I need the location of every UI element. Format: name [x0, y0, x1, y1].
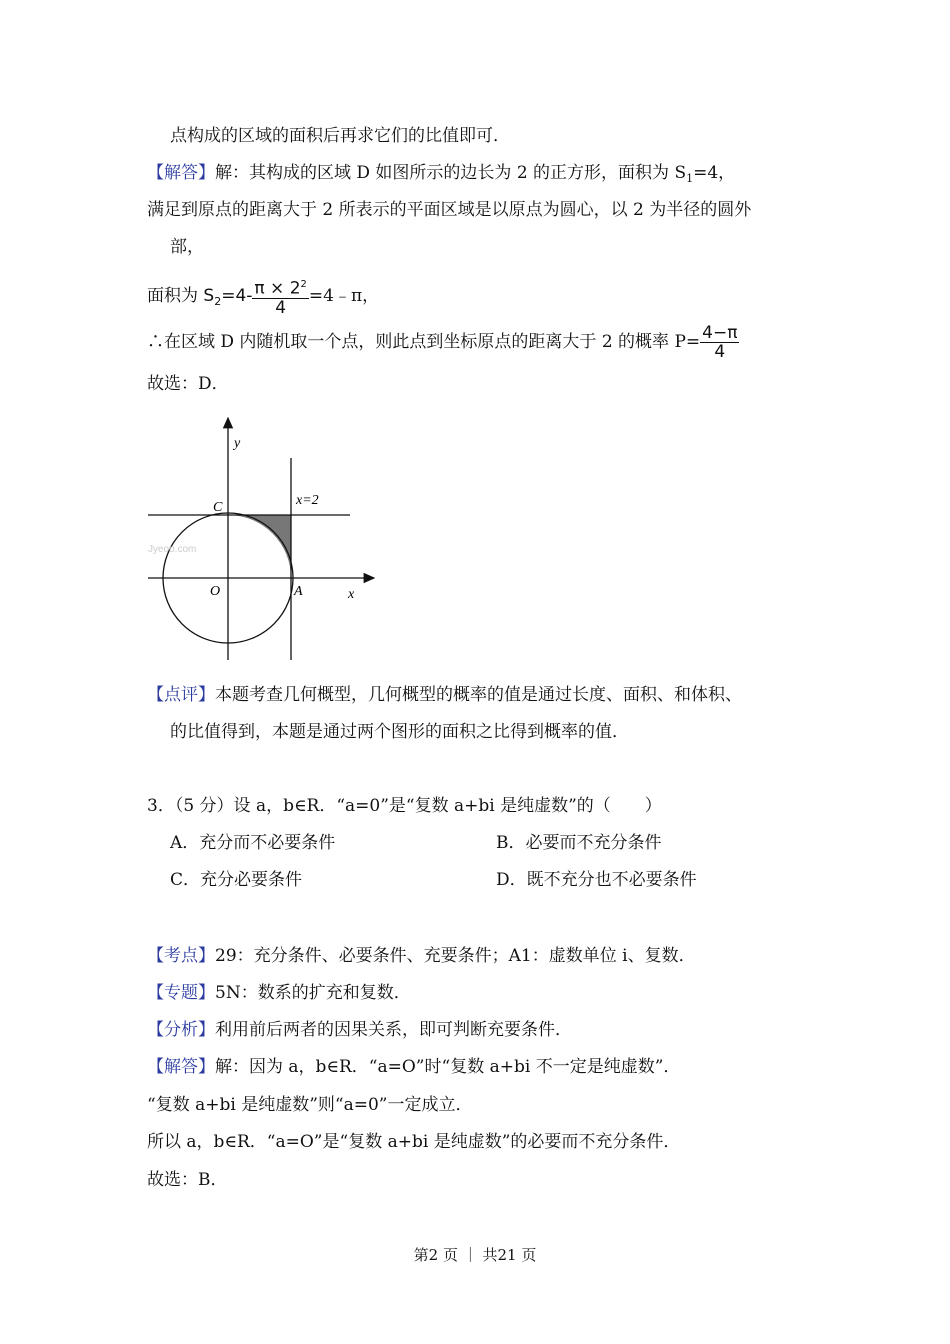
therefore-line [147, 324, 739, 361]
text: =4﹣π， [308, 285, 380, 306]
fenxi-tag: 【分析】 [147, 1020, 215, 1040]
text-line: 满足到原点的距离大于 2 所表示的平面区域是以原点为圆心，以 2 为半径的圆外 [147, 200, 752, 220]
text-line: 的比值得到，本题是通过两个图形的面积之比得到概率的值． [170, 722, 629, 742]
text: 29：充分条件、必要条件、充要条件；A1：虚数单位 i、复数． [215, 946, 696, 966]
text-line: 部， [170, 237, 204, 257]
choose-line: 故选：D． [147, 374, 229, 394]
zhuanti-tag: 【专题】 [147, 983, 215, 1003]
text-line: “复数 a+bi 是纯虚数”则“a=0”一定成立． [147, 1095, 473, 1115]
question-stem: 3．（5 分）设 a，b∈R．“a=0”是“复数 a+bi 是纯虚数”的（ ） [147, 796, 662, 816]
area-formula [147, 276, 379, 317]
zhuanti-line [147, 981, 411, 1005]
text: ∴在区域 D 内随机取一个点，则此点到坐标原点的距离大于 2 的概率 P= [147, 332, 701, 352]
choose-line: 故选：B． [147, 1170, 228, 1190]
label-x2: x=2 [296, 493, 319, 508]
fraction: $\frac{4-\pi}{4}$ [702, 323, 738, 362]
option-d: D．既不充分也不必要条件 [496, 870, 697, 890]
fraction: $\frac{\pi \times 2^2}{4}$ [252, 276, 308, 317]
geometry-figure [140, 412, 380, 662]
text: 解：其构成的区域 D 如图所示的边长为 2 的正方形，面积为 S [215, 163, 687, 183]
fenxi-line [147, 1018, 572, 1042]
text-line: 所以 a，b∈R．“a=O”是“复数 a+bi 是纯虚数”的必要而不充分条件． [147, 1132, 681, 1152]
text: 5N：数系的扩充和复数． [215, 983, 411, 1003]
text: 面积为 [147, 285, 198, 306]
review-line [147, 683, 742, 707]
jieda-tag: 【解答】 [147, 1057, 215, 1077]
text-line: 点构成的区域的面积后再求它们的比值即可． [170, 126, 510, 146]
label-x: x [348, 587, 355, 602]
shaded-region [228, 515, 291, 578]
label-O: O [210, 584, 221, 599]
solution-tag: 【解答】 [147, 163, 215, 183]
option-b: B．必要而不充分条件 [496, 833, 662, 853]
text: 本题考查几何概型，几何概型的概率的值是通过长度、面积、和体积、 [215, 685, 742, 705]
label-A: A [294, 584, 303, 599]
kaodian-tag: 【考点】 [147, 946, 215, 966]
page-footer: 第2 页 ｜ 共21 页 [413, 1246, 537, 1264]
text: 解：因为 a，b∈R．“a=O”时“复数 a+bi 不一定是纯虚数”． [215, 1057, 681, 1077]
solution-line [147, 161, 735, 191]
option-a: A．充分而不必要条件 [170, 833, 336, 853]
jieda-line [147, 1055, 680, 1079]
label-C: C [213, 500, 223, 515]
kaodian-line [147, 944, 696, 968]
s2-label: $S_2=4-$ [203, 285, 253, 308]
option-c: C．充分必要条件 [170, 870, 303, 890]
text: 利用前后两者的因果关系，即可判断充要条件． [215, 1020, 572, 1040]
watermark: Jyeoo.com [148, 544, 197, 555]
review-tag: 【点评】 [147, 685, 215, 705]
subscript: 1 [686, 172, 694, 185]
text: =4， [693, 163, 736, 183]
label-y: y [234, 436, 241, 451]
